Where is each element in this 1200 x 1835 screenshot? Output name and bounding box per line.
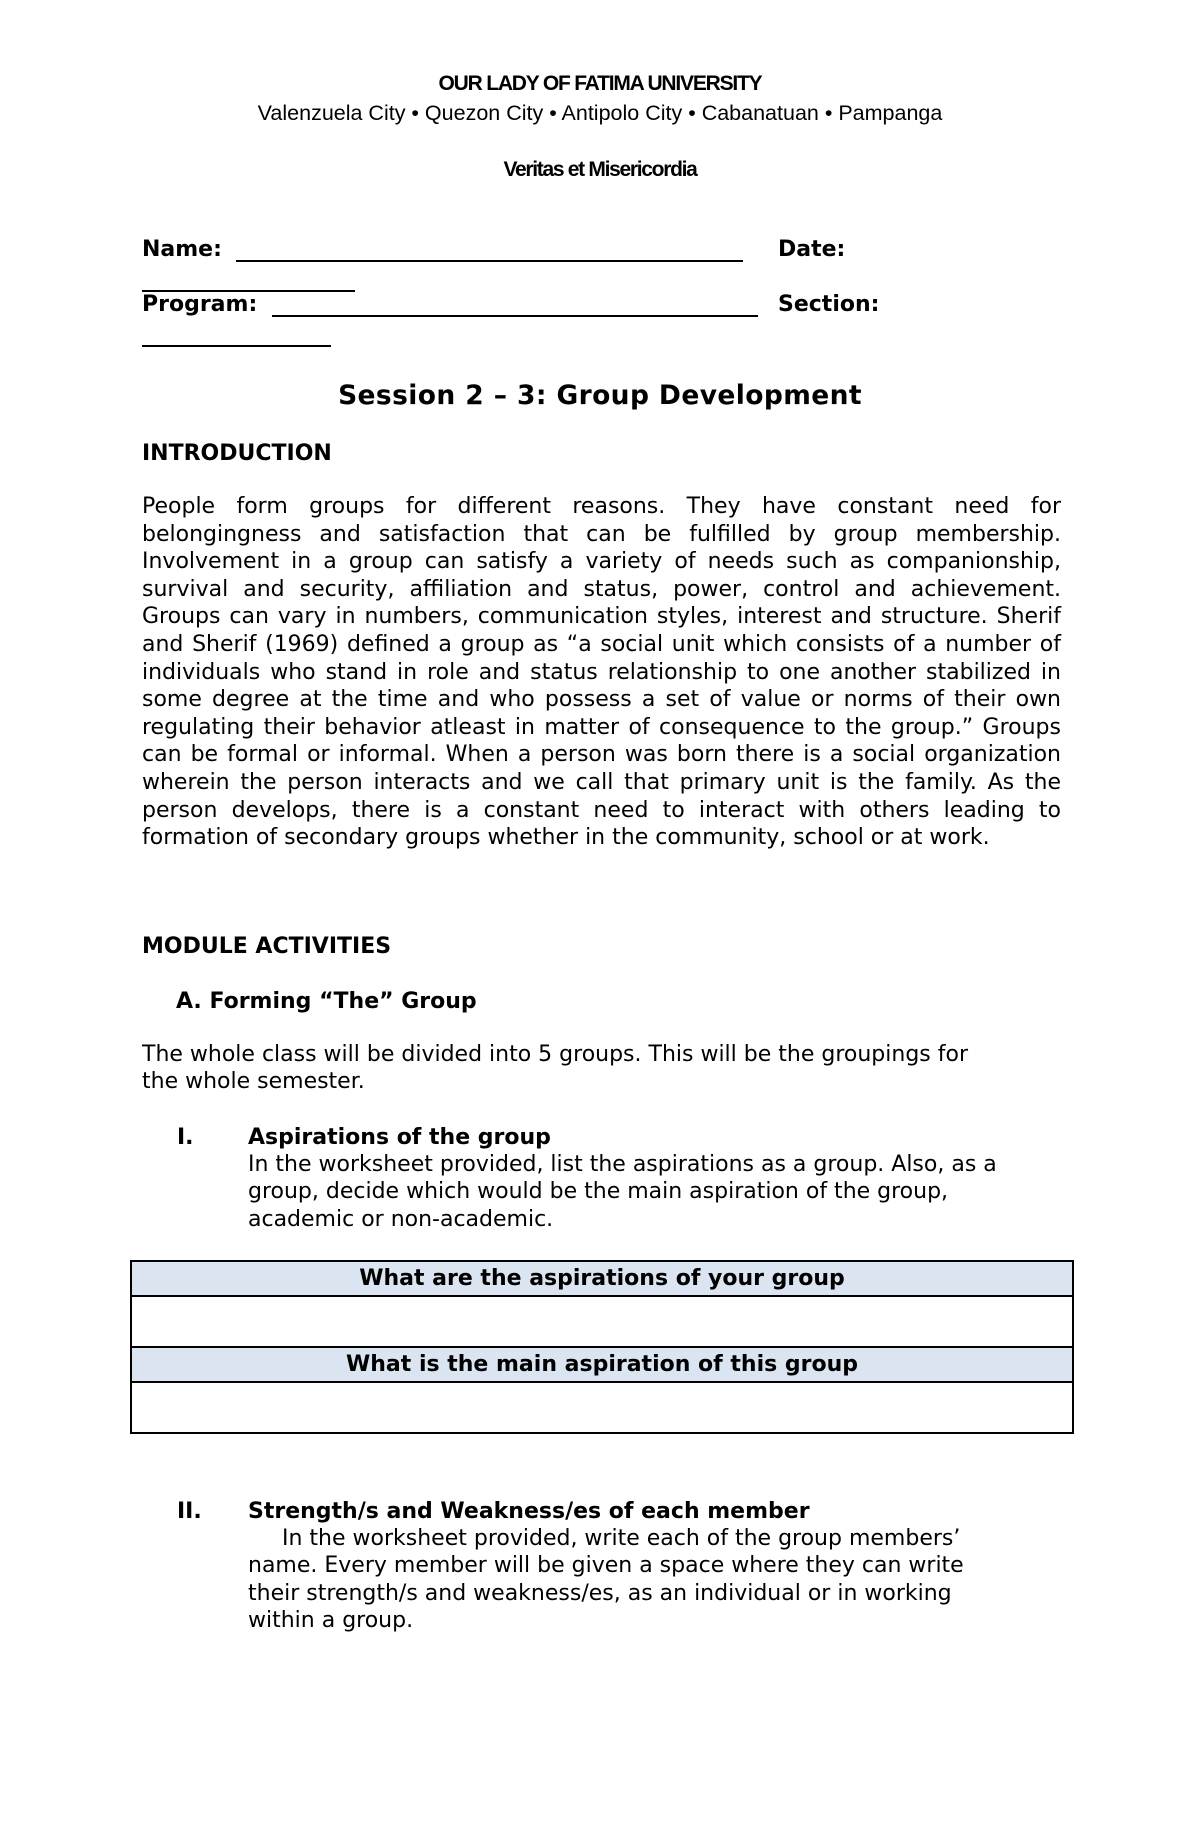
section-label: Section:	[778, 292, 880, 317]
item-2-line-3: their strength/s and weakness/es, as an individual or in working	[248, 1581, 952, 1606]
item-1-line-1: In the worksheet provided, list the aspirations as a group. Also, as a	[248, 1152, 997, 1177]
aspirations-answer-cell[interactable]	[131, 1296, 1073, 1347]
section-a-line-1: The whole class will be divided into 5 groups. This will be the groupings for	[142, 1042, 968, 1067]
section-line[interactable]	[142, 345, 331, 347]
name-line[interactable]	[236, 260, 743, 262]
section-a-title: A. Forming “The” Group	[176, 989, 477, 1014]
university-motto: Veritas et Misericordia	[503, 158, 697, 181]
main-aspiration-header: What is the main aspiration of this group	[131, 1347, 1073, 1382]
item-1-numeral: I.	[177, 1125, 194, 1150]
date-label: Date:	[778, 237, 846, 262]
section-a-line-2: the whole semester.	[142, 1069, 365, 1094]
item-1-title: Aspirations of the group	[248, 1125, 551, 1150]
campus-list: Valenzuela City • Quezon City • Antipolo City • Cabanatuan • Pampanga	[257, 101, 943, 125]
introduction-body: People form groups for different reasons. They have constant need for belongingness and satisfaction that can be fulfilled by group membership. Involvement in a group can satisfy a variety of needs such as companionship, survival and security, affiliation and status, power, control and achievement. Groups can vary in numbers, communication styles, interest and structure. Sherif and Sherif (1969) defined a group as “a social unit which consists of a number of individuals who stand in role and status relationship to one another stabilized in some degree at the time and who possess a set of value or norms of their own regulating their behavior atleast in matter of consequence to the group.” Groups can be formal or informal. When a person was born there is a social organization wherein the person interacts and we call that primary unit is the family. As the person develops, there is a constant need to interact with others leading to formation of secondary groups whether in the community, school or at work.	[142, 494, 1061, 851]
item-1-line-3: academic or non-academic.	[248, 1207, 554, 1232]
program-label: Program:	[142, 292, 258, 317]
item-2-line-4: within a group.	[248, 1608, 414, 1633]
session-title: Session 2 – 3: Group Development	[338, 380, 862, 411]
item-2-line-1: In the worksheet provided, write each of the group members’	[282, 1526, 961, 1551]
item-1-line-2: group, decide which would be the main aspiration of the group,	[248, 1179, 949, 1204]
main-aspiration-answer-cell[interactable]	[131, 1382, 1073, 1433]
introduction-heading: INTRODUCTION	[142, 441, 332, 466]
aspirations-header: What are the aspirations of your group	[131, 1261, 1073, 1296]
university-name: OUR LADY OF FATIMA UNIVERSITY	[438, 72, 762, 95]
module-activities-heading: MODULE ACTIVITIES	[142, 934, 392, 959]
program-line[interactable]	[272, 315, 758, 317]
item-2-title: Strength/s and Weakness/es of each member	[248, 1499, 810, 1524]
item-2-numeral: II.	[177, 1499, 202, 1524]
aspirations-table	[130, 1260, 1074, 1434]
name-label: Name:	[142, 237, 222, 262]
item-2-line-2: name. Every member will be given a space where they can write	[248, 1553, 964, 1578]
